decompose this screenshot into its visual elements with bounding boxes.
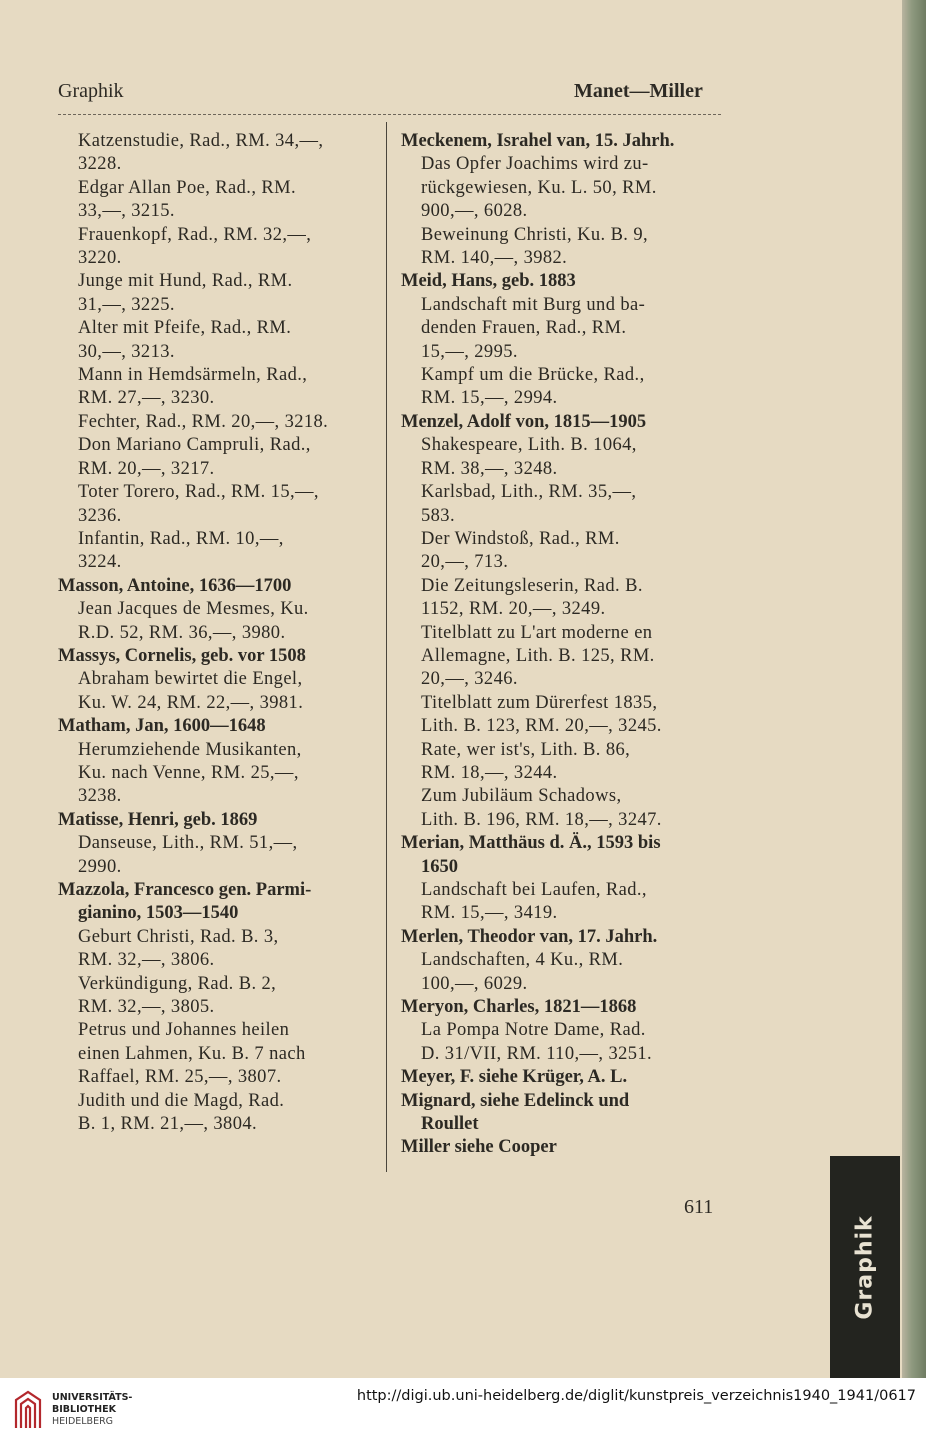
entry-line: 20,—, 713.	[421, 552, 509, 573]
entry-line: Titelblatt zu L'art moderne en	[421, 622, 653, 643]
artist-heading	[58, 715, 370, 738]
entry-line: RM. 15,—, 3419.	[421, 903, 558, 924]
entry-line: 583.	[421, 505, 455, 526]
entry-line: Der Windstoß, Rad., RM.	[421, 528, 620, 549]
entry-line: Abraham bewirtet die Engel,	[78, 669, 303, 690]
catalog-entry	[58, 434, 370, 481]
entry-line: Das Opfer Joachims wird zu-	[421, 154, 649, 175]
catalog-entry	[401, 224, 721, 271]
catalog-entry	[58, 739, 370, 809]
entry-line: Die Zeitungsleserin, Rad. B.	[421, 575, 643, 596]
catalog-entry	[401, 785, 721, 832]
entry-line: Roullet	[421, 1114, 479, 1135]
entry-line: 15,—, 2995.	[421, 341, 518, 362]
entry-line: Raffael, RM. 25,—, 3807.	[78, 1067, 282, 1088]
entry-line: Herumziehende Musikanten,	[78, 739, 302, 760]
catalog-entry	[58, 598, 370, 645]
library-logo-icon	[12, 1388, 44, 1432]
entry-line: R.D. 52, RM. 36,—, 3980.	[78, 622, 286, 643]
entry-line: Infantin, Rad., RM. 10,—,	[78, 528, 284, 549]
artist-heading	[401, 1090, 721, 1137]
catalog-entry	[58, 224, 370, 271]
entry-line: Kampf um die Brücke, Rad.,	[421, 365, 645, 386]
entry-line: Meyer, F. siehe Krüger, A. L.	[401, 1067, 628, 1088]
entry-line: 3228.	[78, 154, 122, 175]
catalog-entry	[401, 434, 721, 481]
catalog-entry	[58, 130, 370, 177]
entry-line: Lith. B. 123, RM. 20,—, 3245.	[421, 716, 662, 737]
entry-line: Petrus und Johannes heilen	[78, 1020, 290, 1041]
entry-line: RM. 38,—, 3248.	[421, 458, 558, 479]
entry-line: Merian, Matthäus d. Ä., 1593 bis	[401, 833, 661, 854]
page-number: 611	[684, 1196, 714, 1218]
logo-line-3: HEIDELBERG	[52, 1416, 114, 1427]
entry-line: denden Frauen, Rad., RM.	[421, 318, 627, 339]
entry-line: 20,—, 3246.	[421, 669, 518, 690]
catalog-entry	[58, 1019, 370, 1089]
entry-line: Mann in Hemdsärmeln, Rad.,	[78, 365, 308, 386]
artist-heading	[401, 270, 721, 293]
entry-line: 31,—, 3225.	[78, 294, 175, 315]
running-head-section: Graphik	[58, 80, 124, 102]
catalog-entry	[58, 668, 370, 715]
catalog-entry	[401, 739, 721, 786]
catalog-entry	[401, 294, 721, 364]
entry-line: Mignard, siehe Edelinck und	[401, 1090, 630, 1111]
entry-line: Alter mit Pfeife, Rad., RM.	[78, 318, 292, 339]
entry-line: Meid, Hans, geb. 1883	[401, 271, 576, 292]
artist-heading	[401, 411, 721, 434]
thumb-index-label: Graphik	[852, 1214, 878, 1320]
entry-line: RM. 32,—, 3806.	[78, 950, 215, 971]
entry-line: Meckenem, Israhel van, 15. Jahrh.	[401, 131, 675, 151]
entry-line: Mazzola, Francesco gen. Parmi-	[58, 880, 312, 900]
entry-line: Edgar Allan Poe, Rad., RM.	[78, 177, 296, 198]
catalog-entry	[58, 364, 370, 411]
entry-line: 1650	[421, 856, 458, 877]
entry-line: Karlsbad, Lith., RM. 35,—,	[421, 482, 637, 503]
entry-line: Zum Jubiläum Schadows,	[421, 786, 622, 807]
header-rule	[58, 114, 721, 115]
entry-line: Massys, Cornelis, geb. vor 1508	[58, 645, 306, 666]
entry-line: Shakespeare, Lith. B. 1064,	[421, 435, 637, 456]
catalog-entry	[401, 575, 721, 622]
catalog-entry	[58, 1090, 370, 1137]
entry-line: rückgewiesen, Ku. L. 50, RM.	[421, 177, 657, 198]
entry-line: Landschaft mit Burg und ba-	[421, 294, 646, 315]
entry-line: Frauenkopf, Rad., RM. 32,—,	[78, 224, 312, 245]
entry-line: 2990.	[78, 856, 122, 877]
entry-line: Toter Torero, Rad., RM. 15,—,	[78, 482, 319, 503]
entry-line: Geburt Christi, Rad. B. 3,	[78, 926, 279, 947]
catalog-entry	[401, 364, 721, 411]
entry-line: gianino, 1503—1540	[78, 903, 239, 924]
artist-heading	[401, 1136, 721, 1159]
catalog-entry	[401, 153, 721, 223]
entry-line: B. 1, RM. 21,—, 3804.	[78, 1114, 258, 1135]
catalog-entry	[58, 926, 370, 973]
entry-line: 3224.	[78, 552, 122, 573]
entry-line: Don Mariano Campruli, Rad.,	[78, 435, 311, 456]
catalog-entry	[401, 1019, 721, 1066]
catalog-entry	[401, 949, 721, 996]
right-column	[401, 130, 721, 1160]
entry-line: Judith und die Magd, Rad.	[78, 1090, 285, 1111]
entry-line: Jean Jacques de Mesmes, Ku.	[78, 599, 309, 620]
artist-heading	[58, 879, 370, 926]
entry-line: 3220.	[78, 248, 122, 269]
artist-heading	[401, 996, 721, 1019]
entry-line: Menzel, Adolf von, 1815—1905	[401, 411, 647, 432]
entry-line: Meryon, Charles, 1821—1868	[401, 997, 637, 1018]
catalog-entry	[58, 528, 370, 575]
column-divider	[386, 122, 387, 1172]
source-url-link[interactable]: http://digi.ub.uni-heidelberg.de/diglit/kunstpreis_verzeichnis1940_1941/0617	[356, 1388, 916, 1404]
entry-line: RM. 18,—, 3244.	[421, 762, 558, 783]
entry-line: 30,—, 3213.	[78, 341, 175, 362]
catalog-entry	[401, 879, 721, 926]
entry-line: Verkündigung, Rad. B. 2,	[78, 973, 277, 994]
entry-line: La Pompa Notre Dame, Rad.	[421, 1020, 646, 1041]
logo-line-1: UNIVERSITÄTS-	[52, 1392, 133, 1403]
entry-line: RM. 27,—, 3230.	[78, 388, 215, 409]
entry-line: RM. 140,—, 3982.	[421, 248, 568, 269]
artist-heading	[58, 809, 370, 832]
catalog-entry	[58, 973, 370, 1020]
entry-line: Danseuse, Lith., RM. 51,—,	[78, 833, 298, 854]
catalog-entry	[401, 528, 721, 575]
left-column	[58, 130, 370, 1136]
catalog-entry	[401, 622, 721, 692]
catalog-entry	[58, 832, 370, 879]
logo-line-2: BIBLIOTHEK	[52, 1404, 116, 1415]
catalog-entry	[58, 481, 370, 528]
entry-line: Landschaften, 4 Ku., RM.	[421, 950, 624, 971]
entry-line: Katzenstudie, Rad., RM. 34,—,	[78, 131, 324, 151]
entry-line: Rate, wer ist's, Lith. B. 86,	[421, 739, 631, 760]
entry-line: RM. 20,—, 3217.	[78, 458, 215, 479]
entry-line: Titelblatt zum Dürerfest 1835,	[421, 692, 658, 713]
artist-heading	[401, 926, 721, 949]
entry-line: Allemagne, Lith. B. 125, RM.	[421, 645, 655, 666]
entry-line: 100,—, 6029.	[421, 973, 528, 994]
entry-line: D. 31/VII, RM. 110,—, 3251.	[421, 1043, 653, 1064]
entry-line: Masson, Antoine, 1636—1700	[58, 575, 292, 596]
entry-line: 1152, RM. 20,—, 3249.	[421, 599, 606, 620]
entry-line: 33,—, 3215.	[78, 201, 175, 222]
entry-line: 900,—, 6028.	[421, 201, 528, 222]
artist-heading	[401, 1066, 721, 1089]
entry-line: Landschaft bei Laufen, Rad.,	[421, 880, 647, 900]
entry-line: Lith. B. 196, RM. 18,—, 3247.	[421, 809, 662, 830]
entry-line: RM. 32,—, 3805.	[78, 997, 215, 1018]
entry-line: Ku. W. 24, RM. 22,—, 3981.	[78, 692, 304, 713]
entry-line: 3236.	[78, 505, 122, 526]
library-logo-text	[52, 1392, 132, 1428]
catalog-entry	[58, 177, 370, 224]
catalog-entry	[401, 692, 721, 739]
artist-heading	[401, 832, 721, 879]
artist-heading	[58, 645, 370, 668]
catalog-entry	[401, 481, 721, 528]
entry-line: einen Lahmen, Ku. B. 7 nach	[78, 1043, 306, 1064]
catalog-entry	[58, 270, 370, 317]
catalog-entry	[58, 411, 370, 434]
entry-line: Ku. nach Venne, RM. 25,—,	[78, 762, 299, 783]
entry-line: RM. 15,—, 2994.	[421, 388, 558, 409]
entry-line: Beweinung Christi, Ku. B. 9,	[421, 224, 649, 245]
thumb-index-label-wrap	[830, 1156, 900, 1378]
page-edge	[902, 0, 926, 1378]
entry-line: Fechter, Rad., RM. 20,—, 3218.	[78, 411, 329, 432]
artist-heading	[58, 575, 370, 598]
entry-line: Junge mit Hund, Rad., RM.	[78, 271, 293, 292]
catalog-entry	[58, 317, 370, 364]
running-head-range: Manet—Miller	[574, 80, 703, 102]
artist-heading	[401, 130, 721, 153]
entry-line: Miller siehe Cooper	[401, 1137, 557, 1158]
entry-line: Matisse, Henri, geb. 1869	[58, 809, 258, 830]
entry-line: Merlen, Theodor van, 17. Jahrh.	[401, 926, 658, 947]
entry-line: Matham, Jan, 1600—1648	[58, 716, 266, 737]
entry-line: 3238.	[78, 786, 122, 807]
